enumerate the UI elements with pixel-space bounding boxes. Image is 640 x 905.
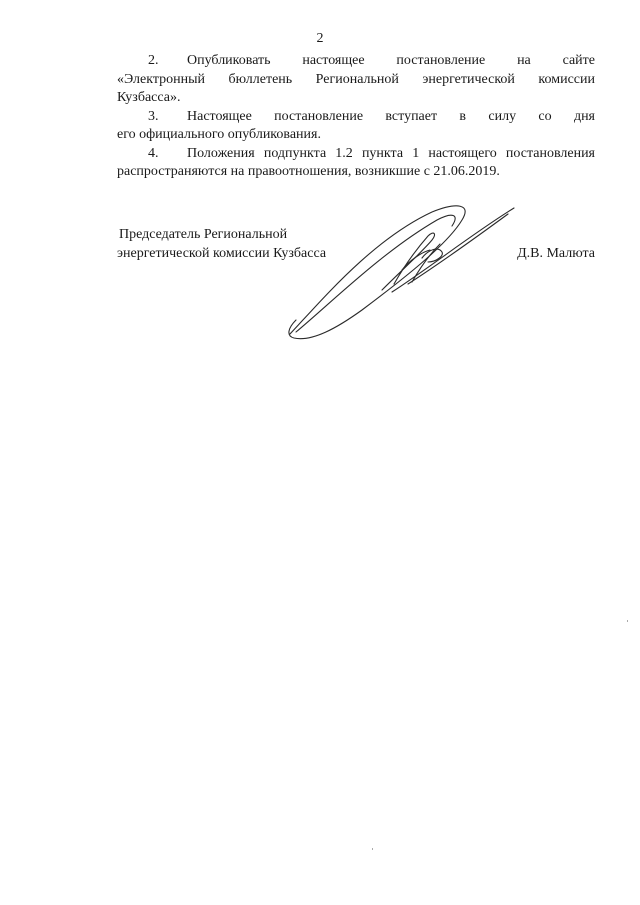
signatory-title-line-1: Председатель Региональной [119, 227, 288, 242]
paragraph-number: 2. [148, 53, 159, 68]
paragraph-3-line-2: его официального опубликования. [117, 127, 321, 142]
paragraph-3-line-1: 3. Настоящее постановление вступает в силу со дня [117, 108, 595, 127]
paragraph-4-line-2: распространяются на правоотношения, возникшие с 21.06.2019. [117, 164, 500, 179]
signatory-title-line-2: энергетической комиссии Кузбасса [117, 245, 327, 261]
paragraph-number: 4. [148, 145, 159, 161]
page-number: 2 [316, 31, 324, 46]
scan-speck [372, 848, 373, 850]
signatory-name: Д.В. Малюта [517, 245, 595, 261]
paragraph-2-line-1: 2. Опубликовать настоящее постановление на сайте [117, 52, 595, 71]
paragraph-4-line-1: 4. Положения подпункта 1.2 пункта 1 настоящего постановления [117, 145, 595, 164]
handwritten-signature [282, 200, 522, 350]
paragraph-2-line-3: Кузбасса». [117, 90, 181, 105]
paragraph-2-line-2: «Электронный бюллетень Региональной энергетической комиссии [117, 71, 595, 87]
body-text [117, 52, 595, 182]
scan-speck [627, 620, 628, 622]
paragraph-number: 3. [148, 108, 159, 124]
